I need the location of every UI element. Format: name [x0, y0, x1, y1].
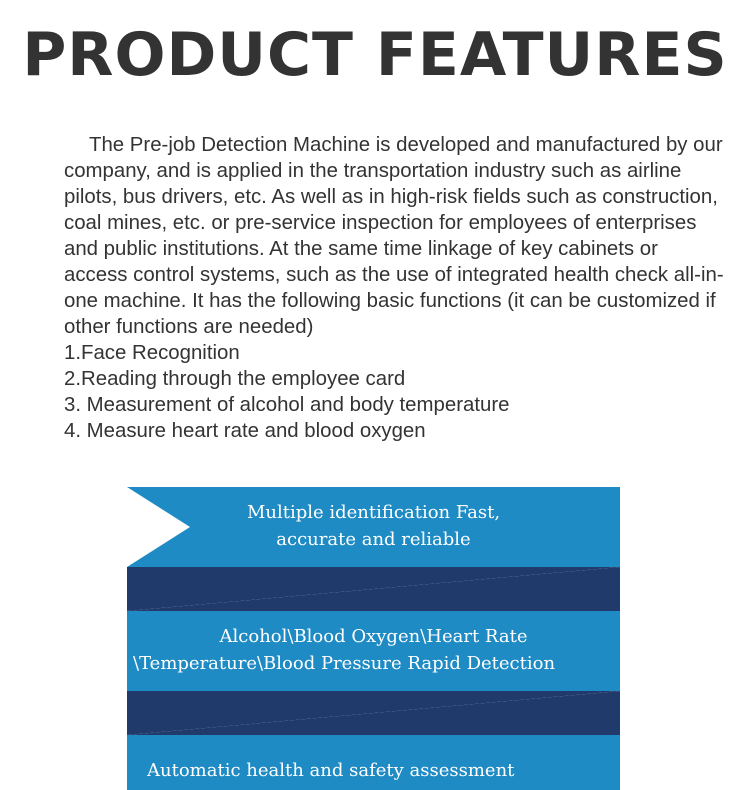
banner-1-line-2: accurate and reliable [276, 529, 471, 550]
feature-item-2: 2.Reading through the employee card [64, 368, 406, 390]
banner-3-line-1: Automatic health and safety assessment [147, 760, 515, 781]
banner-2-line-1: Alcohol\Blood Oxygen\Heart Rate [219, 626, 528, 647]
feature-item-3: 3. Measurement of alcohol and body temperature [64, 394, 510, 416]
page-title: PRODUCT FEATURES [22, 20, 728, 90]
feature-item-4: 4. Measure heart rate and blood oxygen [64, 420, 426, 442]
intro-paragraph: The Pre-job Detection Machine is developed and manufactured by our company, and is applied in the transportation industry such as airline pilots, bus drivers, etc. As well as in high-risk fields such as construction, coal mines, etc. or pre-service inspection for employees of enterprises and public institutions. At the same time linkage of key cabinets or access control systems, such as the use of integrated health check all-in-one machine. It has the following basic functions (it can be customized if other functions are needed) [64, 134, 724, 338]
banner-2-line-2: \Temperature\Blood Pressure Rapid Detection [133, 653, 556, 674]
banner-1-line-1: Multiple identification Fast, [246, 502, 501, 523]
feature-item-1: 1.Face Recognition [64, 342, 240, 364]
